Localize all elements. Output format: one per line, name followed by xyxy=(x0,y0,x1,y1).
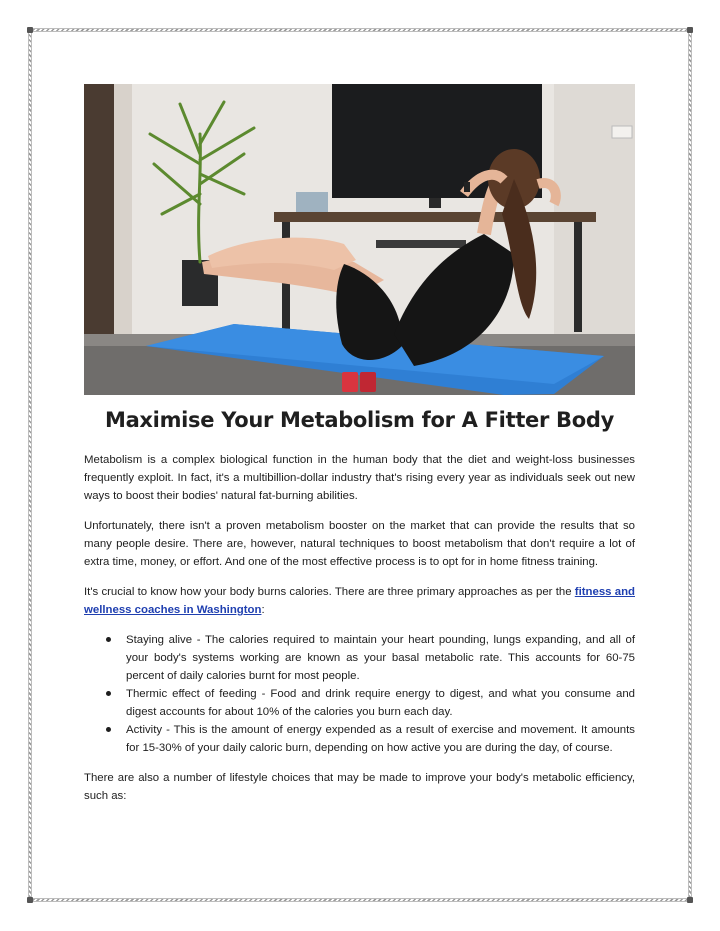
paragraph-booster: Unfortunately, there isn't a proven metabolism booster on the market that can provide the results that so many people desire. There are, however, natural techniques to boost metabolism that don't require a lot of extra time, money, or effort. And one of the most effective process is to opt for in home fitness training. xyxy=(84,520,635,568)
list-item xyxy=(84,721,635,757)
coaches-link[interactable]: fitness and wellness coaches in Washington xyxy=(84,586,635,616)
hero-image xyxy=(84,84,635,395)
bullet-icon xyxy=(106,727,111,732)
border-right xyxy=(688,28,692,902)
list-item-text: Staying alive - The calories required to maintain your heart pounding, lungs expanding, and all of your body's systems working are known as your basal metabolic rate. This accounts for 60-75 percent of daily calories burnt for most people. xyxy=(126,634,635,682)
border-top xyxy=(28,28,692,32)
bullet-icon xyxy=(106,691,111,696)
paragraph-calories xyxy=(84,583,635,619)
corner-mark xyxy=(687,897,693,903)
paragraph-calories-text: It's crucial to know how your body burns calories. There are three primary approaches as per the xyxy=(84,586,575,598)
article-body xyxy=(84,451,635,817)
border-left xyxy=(28,28,32,902)
border-bottom xyxy=(28,898,692,902)
article-title: Maximise Your Metabolism for A Fitter Body xyxy=(104,408,615,432)
list-item-text: Activity - This is the amount of energy expended as a result of exercise and movement. It amounts for 15-30% of your daily caloric burn, depending on how active you are during the day, of course. xyxy=(126,724,635,754)
bullet-icon xyxy=(106,637,111,642)
corner-mark xyxy=(27,897,33,903)
corner-mark xyxy=(27,27,33,33)
list-item xyxy=(84,631,635,685)
approaches-list xyxy=(84,631,635,757)
paragraph-intro: Metabolism is a complex biological function in the human body that the diet and weight-loss businesses frequently exploit. In fact, it's a multibillion-dollar industry that's rising every year as individuals seek out new ways to boost their bodies' natural fat-burning abilities. xyxy=(84,454,635,502)
corner-mark xyxy=(687,27,693,33)
list-item-text: Thermic effect of feeding - Food and drink require energy to digest, and what you consume and digest accounts for about 10% of the calories you burn each day. xyxy=(126,688,635,718)
paragraph-calories-colon: : xyxy=(261,604,265,616)
list-item xyxy=(84,685,635,721)
paragraph-lifestyle: There are also a number of lifestyle choices that may be made to improve your body's metabolic efficiency, such as: xyxy=(84,772,635,802)
